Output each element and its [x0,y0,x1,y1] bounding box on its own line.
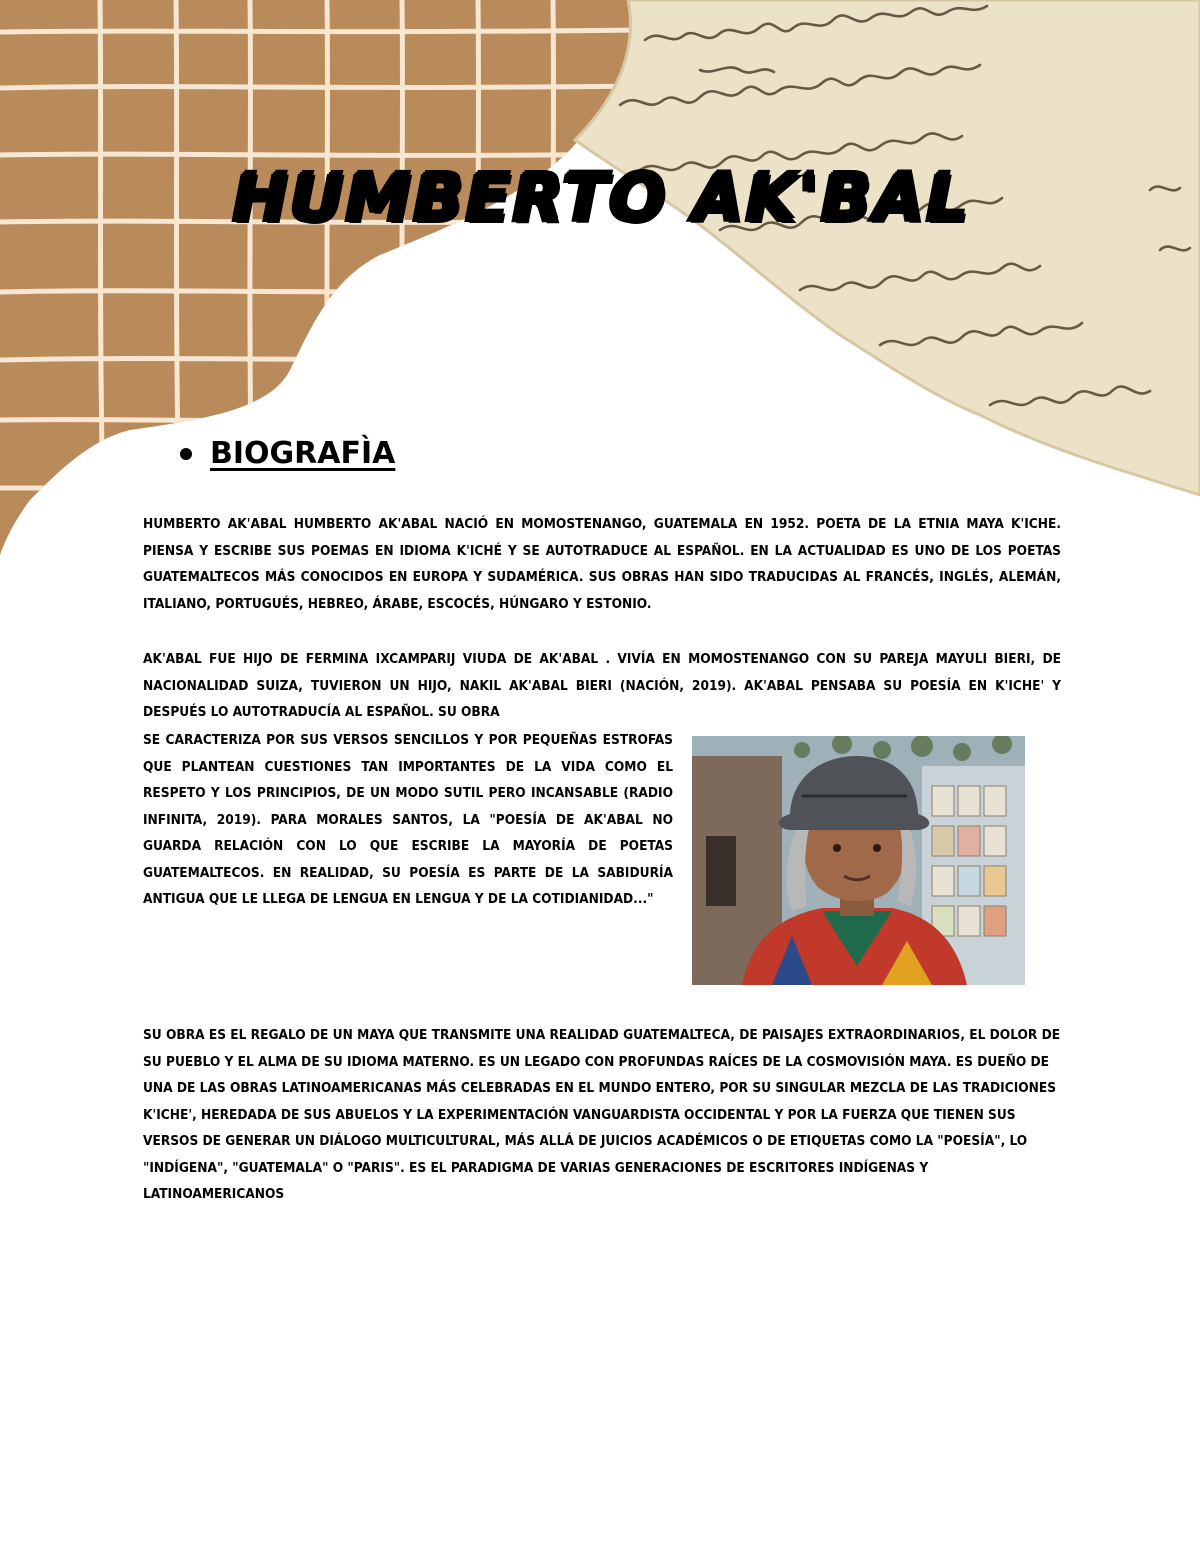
bullet-icon [180,448,192,460]
biography-paragraph-2: AK'ABAL FUE HIJO DE FERMINA IXCAMPARIJ VIUDA DE AK'ABAL . VIVÍA EN MOMOSTENANGO CON SU PAREJA MAYULI BIERI, DE NACIONALIDAD SUIZA, TUVIERON UN HIJO, NAKIL AK'ABAL BIERI (NACIÓN, 2019). AK'ABAL PENSABA SU POESÍA EN K'ICHE' Y DESPUÉS LO AUTOTRADUCÍA AL ESPAÑOL. SU OBRA [143,651,1061,720]
section-heading [180,436,395,471]
kraft-grid-paper [0,0,640,560]
section-heading-label: BIOGRAFÌA [210,436,396,471]
page-title: HUMBERTO AK'BAL [232,159,970,236]
biography-paragraph-3: SE CARACTERIZA POR SUS VERSOS SENCILLOS Y POR PEQUEÑAS ESTROFAS QUE PLANTEAN CUESTIONES TAN IMPORTANTES DE LA VIDA COMO EL RESPETO Y LOS PRINCIPIOS, DE UN MODO SUTIL PERO INCANSABLE (RADIO INFINITA, 2019). PARA MORALES SANTOS, LA "POESÍA DE AK'ABAL NO GUARDA RELACIÓN CON LO QUE ESCRIBE LA MAYORÍA DE POETAS GUATEMALTECOS. EN REALIDAD, SU POESÍA ES PARTE DE LA SABIDURÍA ANTIGUA QUE LE LLEGA DE LENGUA EN LENGUA Y DE LA COTIDIANIDAD..." [143,732,673,907]
handwritten-letter-paper [575,0,1200,495]
biography-paragraph-1: HUMBERTO AK'ABAL HUMBERTO AK'ABAL NACIÓ EN MOMOSTENANGO, GUATEMALA EN 1952. POETA DE LA ETNIA MAYA K'ICHE. PIENSA Y ESCRIBE SUS POEMAS EN IDIOMA K'ICHÉ Y SE AUTOTRADUCE AL ESPAÑOL. EN LA ACTUALIDAD ES UNO DE LOS POETAS GUATEMALTECOS MÁS CONOCIDOS EN EUROPA Y SUDAMÉRICA. SUS OBRAS HAN SIDO TRADUCIDAS AL FRANCÉS, INGLÉS, ALEMÁN, ITALIANO, PORTUGUÉS, HEBREO, ÁRABE, ESCOCÉS, HÚNGARO Y ESTONIO. [143,516,1061,612]
author-photo [692,736,1025,985]
biography-paragraph-4: SU OBRA ES EL REGALO DE UN MAYA QUE TRANSMITE UNA REALIDAD GUATEMALTECA, DE PAISAJES EXTRAORDINARIOS, EL DOLOR DE SU PUEBLO Y EL ALMA DE SU IDIOMA MATERNO. ES UN LEGADO CON PROFUNDAS RAÍCES DE LA COSMOVISIÓN MAYA. ES DUEÑO DE UNA DE LAS OBRAS LATINOAMERICANAS MÁS CELEBRADAS EN EL MUNDO ENTERO, POR SU SINGULAR MEZCLA DE LAS TRADICIONES K'ICHE', HEREDADA DE SUS ABUELOS Y LA EXPERIMENTACIÓN VANGUARDISTA OCCIDENTAL Y POR LA FUERZA QUE TIENEN SUS VERSOS DE GENERAR UN DIÁLOGO MULTICULTURAL, MÁS ALLÁ DE JUICIOS ACADÉMICOS O DE ETIQUETAS COMO LA "POESÍA", LO "INDÍGENA", "GUATEMALA" O "PARIS". ES EL PARADIGMA DE VARIAS GENERACIONES DE ESCRITORES INDÍGENAS Y LATINOAMERICANOS [143,1027,1061,1202]
